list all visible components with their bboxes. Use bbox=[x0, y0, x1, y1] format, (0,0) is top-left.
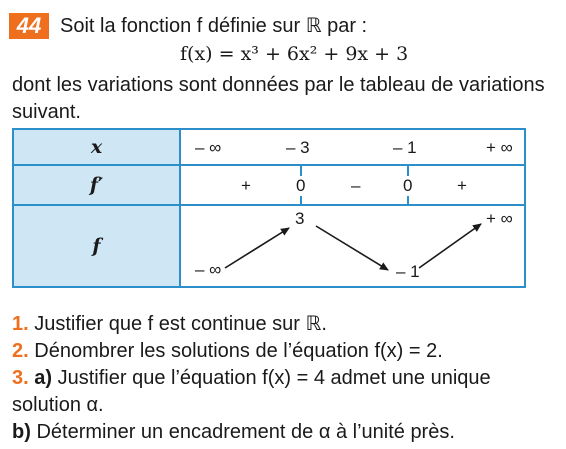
question-2 bbox=[12, 339, 443, 363]
f-value: + ∞ bbox=[486, 209, 513, 228]
question-part: b) bbox=[12, 421, 31, 443]
question-number: 1. bbox=[12, 313, 29, 335]
x-value: – ∞ bbox=[195, 138, 222, 157]
question-text: Justifier que f est continue sur ℝ. bbox=[34, 313, 327, 335]
x-value: – 1 bbox=[393, 138, 417, 157]
variation-arrows bbox=[181, 206, 527, 286]
question-3b bbox=[12, 420, 455, 444]
row-label-x: x bbox=[13, 129, 180, 165]
row-label-f: f bbox=[13, 205, 180, 287]
sign-value: + bbox=[241, 176, 251, 195]
question-3a-continued: solution α. bbox=[12, 394, 104, 416]
x-row bbox=[180, 129, 525, 165]
question-3a bbox=[12, 366, 491, 390]
sign-value: + bbox=[457, 176, 467, 195]
f-value: – 1 bbox=[396, 262, 420, 281]
question-text: Déterminer un encadrement de α à l’unité près. bbox=[36, 421, 455, 443]
question-text: Dénombrer les solutions de l’équation f(x) = 2. bbox=[34, 340, 443, 362]
x-value: – 3 bbox=[286, 138, 310, 157]
question-part: a) bbox=[34, 367, 53, 389]
increasing-arrow bbox=[419, 224, 481, 268]
description-line-end: suivant. bbox=[12, 101, 81, 123]
variation-row bbox=[180, 205, 525, 287]
increasing-arrow bbox=[225, 228, 289, 268]
question-1 bbox=[12, 312, 327, 336]
question-number: 2. bbox=[12, 340, 29, 362]
f-value: 3 bbox=[295, 209, 305, 228]
x-value: + ∞ bbox=[486, 138, 513, 157]
description-line: dont les variations sont données par le tableau de variations bbox=[12, 74, 545, 96]
sign-value: 0 bbox=[403, 176, 413, 195]
decreasing-arrow bbox=[316, 226, 388, 270]
exercise-number-badge: 44 bbox=[9, 13, 49, 39]
sign-row bbox=[180, 165, 525, 205]
question-number: 3. bbox=[12, 367, 29, 389]
row-label-derivative: f′ bbox=[13, 165, 180, 205]
f-value: – ∞ bbox=[195, 260, 222, 279]
variation-table bbox=[12, 128, 526, 288]
sign-value: – bbox=[351, 176, 361, 195]
sign-value: 0 bbox=[296, 176, 306, 195]
intro-text: Soit la fonction f définie sur ℝ par : bbox=[60, 15, 368, 37]
function-formula: f(x) = x³ + 6x² + 9x + 3 bbox=[180, 43, 409, 65]
question-text: Justifier que l’équation f(x) = 4 admet une unique bbox=[57, 367, 491, 389]
